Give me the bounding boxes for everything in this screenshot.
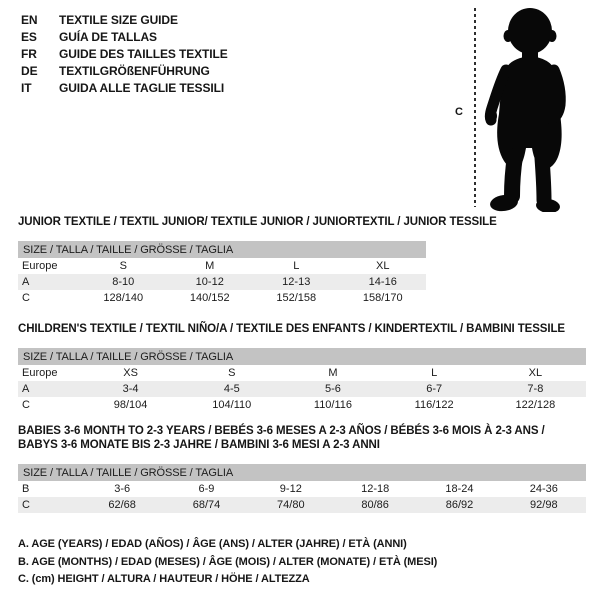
table-cell: M <box>328 367 338 379</box>
table-cell: 6-7 <box>384 381 485 397</box>
row-label: C <box>22 292 30 304</box>
table-cell: 24-36 <box>529 483 558 495</box>
row-label: C <box>18 497 80 513</box>
table-title-line: BABYS 3-6 MONATE BIS 2-3 JAHRE / BAMBINI 3-6 MESI A 2-3 ANNI <box>18 439 380 451</box>
table-cell: 62/68 <box>80 497 164 513</box>
size-header-row <box>18 241 426 258</box>
table-cell: 140/152 <box>189 292 230 304</box>
table-row <box>18 481 586 497</box>
table-cell: 9-12 <box>279 483 302 495</box>
table-cell: 7-8 <box>485 381 586 397</box>
children-textile-section <box>18 322 586 413</box>
lang-label: GUIDA ALLE TAGLIE TESSILI <box>59 81 225 95</box>
note-height-cm: C. (cm) HEIGHT / ALTURA / HAUTEUR / HÖHE / ALTEZZA <box>18 573 310 585</box>
table-row <box>18 365 586 381</box>
children-table-title <box>18 322 586 336</box>
lang-label: GUIDE DES TAILLES TEXTILE <box>59 47 228 61</box>
table-cell: 86/92 <box>417 497 501 513</box>
table-cell: 152/158 <box>276 292 317 304</box>
table-cell: 3-4 <box>80 381 181 397</box>
table-cell: 10-12 <box>167 274 254 290</box>
table-cell: 4-5 <box>181 381 282 397</box>
size-header-row <box>18 348 586 365</box>
table-row <box>18 274 426 290</box>
table-cell: 6-9 <box>198 483 215 495</box>
table-cell: 158/170 <box>362 292 403 304</box>
lang-row-es <box>21 29 228 46</box>
table-cell: 12-13 <box>253 274 340 290</box>
size-header-row <box>18 464 586 481</box>
row-label: B <box>22 483 30 495</box>
lang-label: TEXTILE SIZE GUIDE <box>59 13 178 27</box>
row-label: Europe <box>22 367 58 379</box>
table-cell: S <box>228 367 236 379</box>
table-row <box>18 397 586 413</box>
size-header-bar: SIZE / TALLA / TAILLE / GRÖSSE / TAGLIA <box>18 241 426 258</box>
row-label: A <box>18 274 80 290</box>
table-cell: 12-18 <box>361 483 390 495</box>
table-cell: 3-6 <box>114 483 131 495</box>
table-cell: 5-6 <box>282 381 383 397</box>
height-dashed-line <box>474 8 476 207</box>
table-row <box>18 290 426 306</box>
table-cell: 128/140 <box>103 292 144 304</box>
size-header-bar: SIZE / TALLA / TAILLE / GRÖSSE / TAGLIA <box>18 464 586 481</box>
babies-table-title <box>18 424 586 452</box>
table-row <box>18 381 586 397</box>
table-cell: 74/80 <box>249 497 333 513</box>
height-measure-label: C <box>455 106 463 118</box>
lang-row-it <box>21 80 228 97</box>
junior-size-table <box>18 241 426 306</box>
table-cell: 98/104 <box>113 399 148 411</box>
table-cell: S <box>119 260 127 272</box>
size-header-bar: SIZE / TALLA / TAILLE / GRÖSSE / TAGLIA <box>18 348 586 365</box>
table-cell: 68/74 <box>164 497 248 513</box>
table-cell: 8-10 <box>80 274 167 290</box>
table-cell: XL <box>528 367 543 379</box>
table-cell: 110/116 <box>313 399 353 411</box>
children-size-table <box>18 348 586 413</box>
table-row <box>18 497 586 513</box>
table-cell: 122/128 <box>515 399 556 411</box>
table-title-line: JUNIOR TEXTILE / TEXTIL JUNIOR/ TEXTILE JUNIOR / JUNIORTEXTIL / JUNIOR TESSILE <box>18 216 497 228</box>
lang-code: ES <box>21 30 37 44</box>
table-cell: 80/86 <box>333 497 417 513</box>
table-cell: L <box>431 367 438 379</box>
lang-code: IT <box>21 81 32 95</box>
note-age-months: B. AGE (MONTHS) / EDAD (MESES) / ÂGE (MOIS) / ALTER (MONATE) / ETÀ (MESI) <box>18 555 438 568</box>
table-cell: 92/98 <box>502 497 586 513</box>
junior-table-title <box>18 215 497 229</box>
language-title-list <box>21 12 228 97</box>
table-title-line: BABIES 3-6 MONTH TO 2-3 YEARS / BEBÉS 3-6 MESES A 2-3 AÑOS / BÉBÉS 3-6 MOIS À 2-3 ANS / <box>18 425 545 437</box>
table-row <box>18 258 426 274</box>
table-cell: 18-24 <box>445 483 474 495</box>
row-label: C <box>22 399 30 411</box>
table-cell: XS <box>123 367 138 379</box>
row-label: A <box>18 381 80 397</box>
legend-notes <box>18 536 437 589</box>
lang-code: FR <box>21 47 37 61</box>
babies-size-table <box>18 464 586 513</box>
lang-label: GUÍA DE TALLAS <box>59 30 157 44</box>
junior-textile-section <box>18 215 497 306</box>
baby-silhouette-icon <box>478 6 578 212</box>
lang-code: EN <box>21 13 38 27</box>
lang-code: DE <box>21 64 38 78</box>
table-cell: XL <box>376 260 390 272</box>
lang-label: TEXTILGRÖßENFÜHRUNG <box>59 64 210 78</box>
table-cell: 104/110 <box>212 399 252 411</box>
babies-textile-section <box>18 424 586 513</box>
table-cell: 14-16 <box>340 274 427 290</box>
table-cell: M <box>205 260 215 272</box>
lang-row-de <box>21 63 228 80</box>
note-age-years: A. AGE (YEARS) / EDAD (AÑOS) / ÂGE (ANS) / ALTER (JAHRE) / ETÀ (ANNI) <box>18 538 407 550</box>
lang-row-en <box>21 12 228 29</box>
table-cell: 116/122 <box>414 399 454 411</box>
table-cell: L <box>293 260 300 272</box>
row-label: Europe <box>22 260 58 272</box>
lang-row-fr <box>21 46 228 63</box>
table-title-line: CHILDREN'S TEXTILE / TEXTIL NIÑO/A / TEXTILE DES ENFANTS / KINDERTEXTIL / BAMBINI TESSILE <box>18 323 565 335</box>
